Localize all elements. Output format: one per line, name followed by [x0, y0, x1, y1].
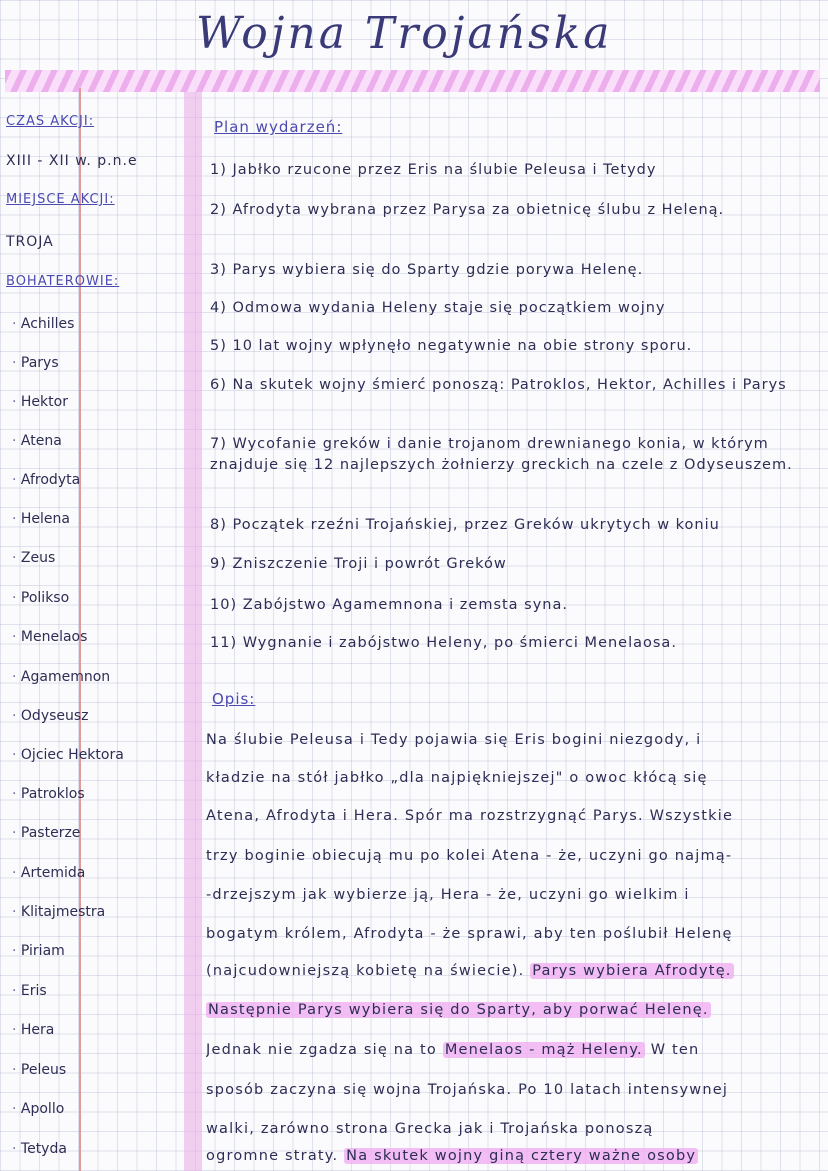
miejsce-value: TROJA [6, 234, 54, 250]
miejsce-label: MIEJSCE AKCJI: [6, 192, 115, 207]
event-item: 4) Odmowa wydania Heleny staje się początkiem wojny [210, 300, 666, 316]
opis-line: bogatym królem, Afrodyta - że sprawi, aby ten poślubił Helenę [206, 926, 733, 942]
character-item: · Apollo [12, 1101, 64, 1117]
character-item: · Pasterze [12, 825, 80, 841]
character-item: · Eris [12, 983, 47, 999]
highlighted-text: Menelaos - mąż Heleny. [444, 1042, 643, 1058]
opis-text: W ten [650, 1042, 700, 1058]
event-item: 1) Jabłko rzucone przez Eris na ślubie Peleusa i Tetydy [210, 162, 657, 178]
czas-value: XIII - XII w. p.n.e [6, 153, 138, 169]
character-item: · Atena [12, 433, 62, 449]
opis-line: trzy boginie obiecują mu po kolei Atena - że, uczyni go najmą- [206, 848, 733, 864]
character-item: · Hektor [12, 394, 68, 410]
highlighted-text: Parys wybiera Afrodytę. [532, 963, 732, 979]
character-item: · Achilles [12, 316, 74, 332]
character-item: · Artemida [12, 865, 85, 881]
bohaterowie-label: BOHATEROWIE: [6, 274, 120, 289]
event-item: 11) Wygnanie i zabójstwo Heleny, po śmierci Menelaosa. [210, 635, 677, 651]
opis-line: -drzejszym jak wybierze ją, Hera - że, uczyni go wielkim i [206, 887, 690, 903]
plan-heading: Plan wydarzeń: [214, 118, 343, 136]
opis-line: kładzie na stół jabłko „dla najpiękniejszej" o owoc kłócą się [206, 770, 708, 786]
opis-heading: Opis: [212, 690, 256, 708]
character-item: · Tetyda [12, 1141, 67, 1157]
character-item: · Klitajmestra [12, 904, 105, 920]
character-item: · Helena [12, 511, 70, 527]
character-item: · Zeus [12, 550, 55, 566]
character-item: · Polikso [12, 590, 69, 606]
opis-text: Jednak nie zgadza się na to [206, 1042, 437, 1058]
opis-line: Na ślubie Peleusa i Tedy pojawia się Eris bogini niezgody, i [206, 732, 702, 748]
event-item: 9) Zniszczenie Troji i powrót Greków [210, 556, 507, 572]
event-item: 2) Afrodyta wybrana przez Parysa za obietnicę ślubu z Heleną. [210, 202, 725, 218]
character-item: · Odyseusz [12, 708, 89, 724]
page-title: Wojna Trojańska [196, 8, 613, 59]
character-item: · Hera [12, 1022, 54, 1038]
opis-line: walki, zarówno strona Grecka jak i Trojańska ponoszą [206, 1121, 654, 1137]
opis-line [206, 1002, 824, 1018]
opis-text: ogromne straty. [206, 1148, 339, 1164]
event-item: 7) Wycofanie greków i danie trojanom drewnianego konia, w którym znajduje się 12 najlepszych żołnierzy greckich na czele z Odyseuszem. [210, 436, 793, 473]
character-item: · Peleus [12, 1062, 66, 1078]
highlight-margin [184, 92, 202, 1171]
character-item: · Parys [12, 355, 59, 371]
event-item: 10) Zabójstwo Agamemnona i zemsta syna. [210, 597, 568, 613]
character-item: · Ojciec Hektora [12, 747, 124, 763]
decorative-stripe [5, 70, 820, 92]
opis-line: Atena, Afrodyta i Hera. Spór ma rozstrzygnąć Parys. Wszystkie [206, 808, 734, 824]
event-item: 3) Parys wybiera się do Sparty gdzie porywa Helenę. [210, 262, 644, 278]
event-item: 5) 10 lat wojny wpłynęło negatywnie na obie strony sporu. [210, 338, 693, 354]
opis-line [206, 1148, 824, 1164]
highlighted-text: Następnie Parys wybiera się do Sparty, aby porwać Helenę. [208, 1002, 709, 1018]
czas-label: CZAS AKCJI: [6, 114, 95, 129]
opis-text: (najcudowniejszą kobietę na świecie). [206, 963, 525, 979]
character-item: · Piriam [12, 943, 65, 959]
character-item: · Menelaos [12, 629, 87, 645]
character-item: · Patroklos [12, 786, 85, 802]
opis-line [206, 1042, 824, 1058]
event-item: 8) Początek rzeźni Trojańskiej, przez Greków ukrytych w koniu [210, 517, 720, 533]
opis-line: sposób zaczyna się wojna Trojańska. Po 10 latach intensywnej [206, 1082, 729, 1098]
event-item: 6) Na skutek wojny śmierć ponoszą: Patroklos, Hektor, Achilles i Parys [210, 377, 787, 393]
highlighted-text: Na skutek wojny giną cztery ważne osoby [346, 1148, 697, 1164]
character-item: · Agamemnon [12, 669, 110, 685]
opis-line [206, 963, 824, 979]
character-item: · Afrodyta [12, 472, 80, 488]
